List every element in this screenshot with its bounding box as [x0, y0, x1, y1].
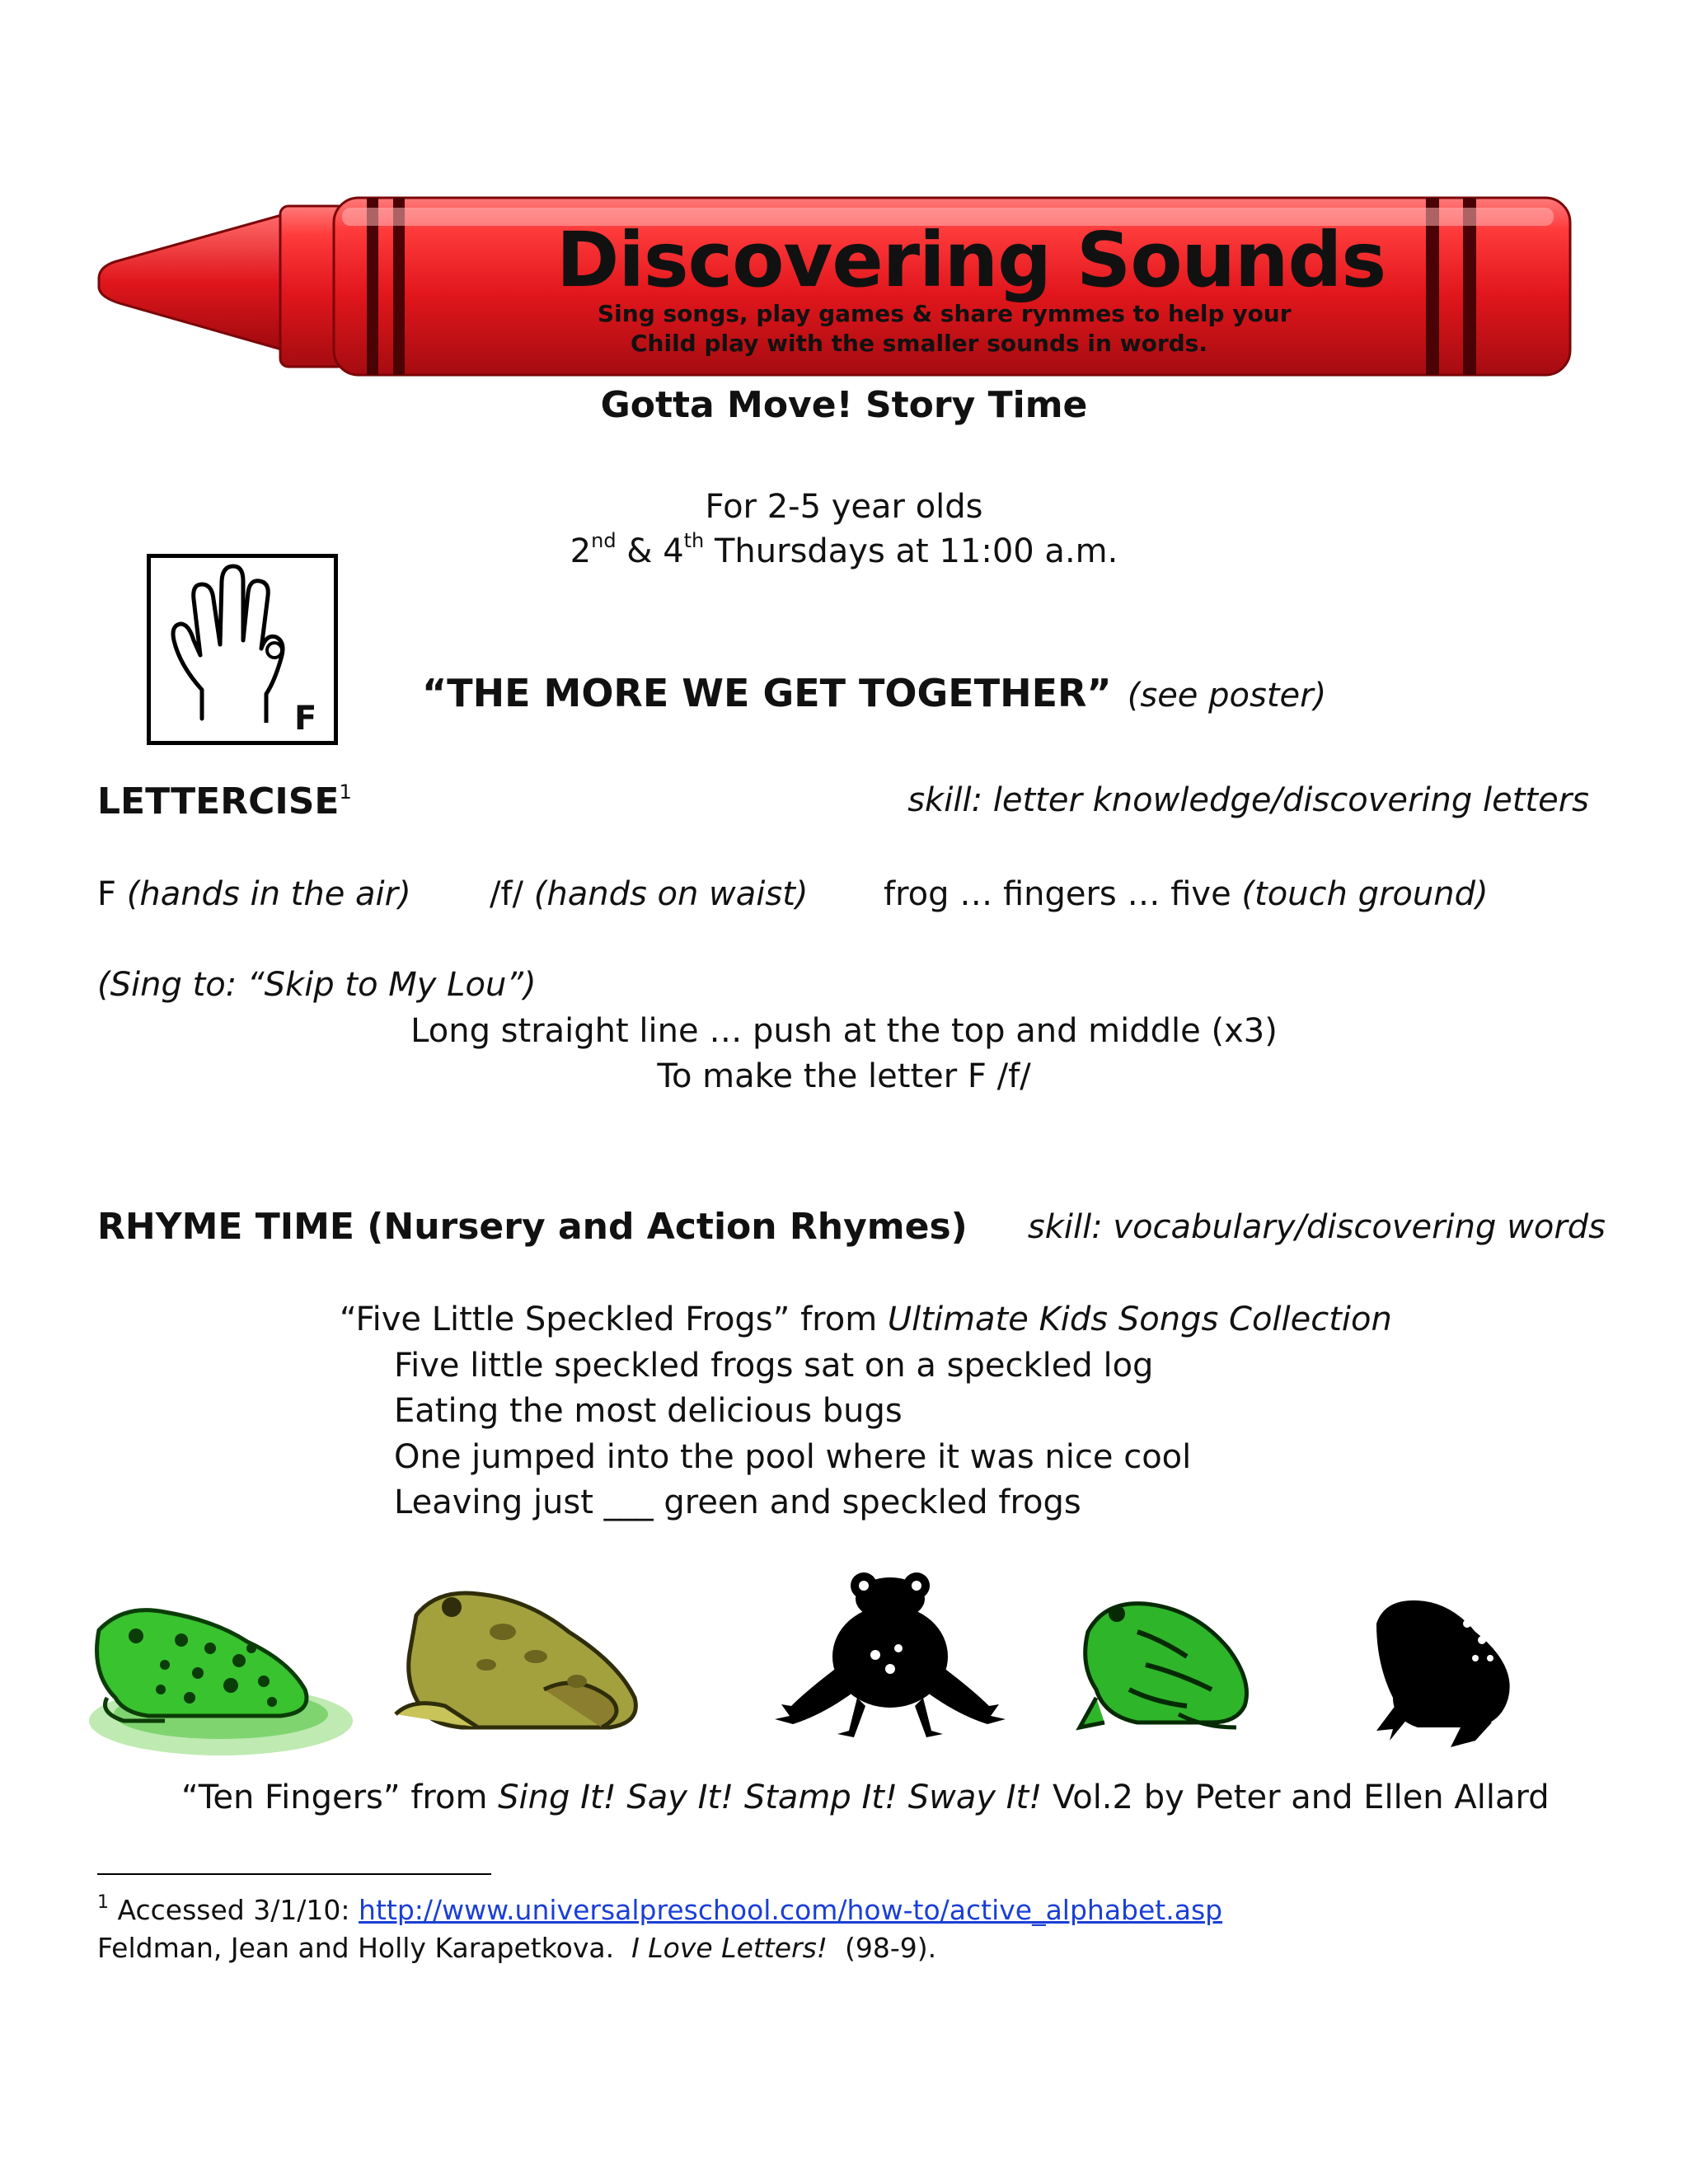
page-title: Gotta Move! Story Time — [600, 384, 1088, 426]
frog-icon-black-front — [775, 1572, 1006, 1737]
schedule-rest: Thursdays at 11:00 a.m. — [704, 532, 1118, 570]
sign-letter: F — [294, 700, 317, 738]
footnote-1-link[interactable]: http://www.universalpreschool.com/how-to/active_alphabet.asp — [359, 1894, 1223, 1926]
rhyme-time-skill: skill: vocabulary/discovering words — [1027, 1208, 1606, 1246]
footnote-1-mark: 1 — [97, 1892, 109, 1913]
banner-title: Discovering Sounds — [556, 216, 1386, 304]
lettercise-footnote-mark: 1 — [339, 780, 352, 804]
rhyme-time-heading: RHYME TIME (Nursery and Action Rhymes) — [97, 1206, 968, 1248]
schedule-sup-1: nd — [591, 529, 617, 552]
frog-icon-green-striped — [1080, 1604, 1247, 1727]
lettercise-skill: skill: letter knowledge/discovering letters — [907, 781, 1589, 819]
song1-title-row — [340, 1301, 1392, 1338]
lyric-line-3: One jumped into the pool where it was nice cool — [394, 1438, 1192, 1476]
lettercise-heading — [97, 780, 352, 823]
action3-note: (touch ground) — [1241, 875, 1489, 913]
schedule-num-2: 4 — [663, 532, 684, 570]
schedule-and: & — [616, 532, 663, 570]
lettercise-heading-text: LETTERCISE — [97, 780, 340, 823]
footnote-1 — [97, 1894, 1222, 1926]
lettercise-verse-2: To make the letter F /f/ — [657, 1057, 1031, 1095]
action2-note: (hands on waist) — [533, 875, 809, 913]
action2-sound: /f/ — [490, 875, 534, 913]
footnote-divider — [97, 1873, 491, 1875]
banner-subtitle-line2: Child play with the smaller sounds in words. — [631, 330, 1207, 357]
reference-authors: Feldman, Jean and Holly Karapetkova. — [97, 1932, 632, 1964]
crayon-banner — [95, 190, 1587, 383]
song1-title: “Five Little Speckled Frogs” from — [340, 1301, 888, 1338]
schedule-num-1: 2 — [570, 532, 592, 570]
lyric-line-2: Eating the most delicious bugs — [394, 1392, 903, 1430]
lettercise-verse-1: Long straight line … push at the top and middle (x3) — [410, 1012, 1278, 1050]
footnote-1-accessed: Accessed 3/1/10: — [109, 1894, 359, 1926]
schedule-sup-2: th — [683, 529, 705, 552]
sing-to: (Sing to: “Skip to My Lou”) — [97, 966, 537, 1004]
song2-source: Sing It! Say It! Stamp It! Sway It! — [498, 1779, 1043, 1816]
lyric-line-1: Five little speckled frogs sat on a speckled log — [394, 1347, 1154, 1385]
song-title: “THE MORE WE GET TOGETHER” — [422, 671, 1112, 715]
song2-title: “Ten Fingers” from — [181, 1779, 499, 1816]
action1-letter: F — [97, 875, 127, 913]
sign-language-f-box — [147, 554, 338, 745]
song-note: (see poster) — [1127, 677, 1327, 715]
frog-icon-olive-toad — [396, 1593, 635, 1727]
action1-note: (hands in the air) — [126, 875, 411, 913]
reference-pages: (98-9). — [828, 1932, 937, 1964]
song1-source: Ultimate Kids Songs Collection — [887, 1301, 1392, 1338]
song2-title-row — [181, 1779, 1550, 1816]
song2-rest: Vol.2 by Peter and Ellen Allard — [1042, 1779, 1550, 1816]
frog-icon-green-lilypad — [89, 1610, 353, 1755]
footnote-reference — [97, 1932, 936, 1964]
song-title-row — [422, 671, 1326, 715]
action3-words: frog … fingers … five — [884, 875, 1242, 913]
lettercise-action-1 — [97, 875, 411, 913]
lettercise-action-2 — [490, 875, 809, 913]
frog-illustrations — [0, 1566, 1688, 1780]
lettercise-action-3 — [884, 875, 1489, 913]
banner-subtitle-line1: Sing songs, play games & share rymmes to help your — [598, 300, 1292, 327]
age-range: For 2-5 year olds — [705, 488, 983, 526]
reference-title: I Love Letters! — [631, 1932, 828, 1964]
frog-icon-black-side — [1376, 1601, 1510, 1747]
lyric-line-4: Leaving just ___ green and speckled frogs — [394, 1483, 1081, 1521]
